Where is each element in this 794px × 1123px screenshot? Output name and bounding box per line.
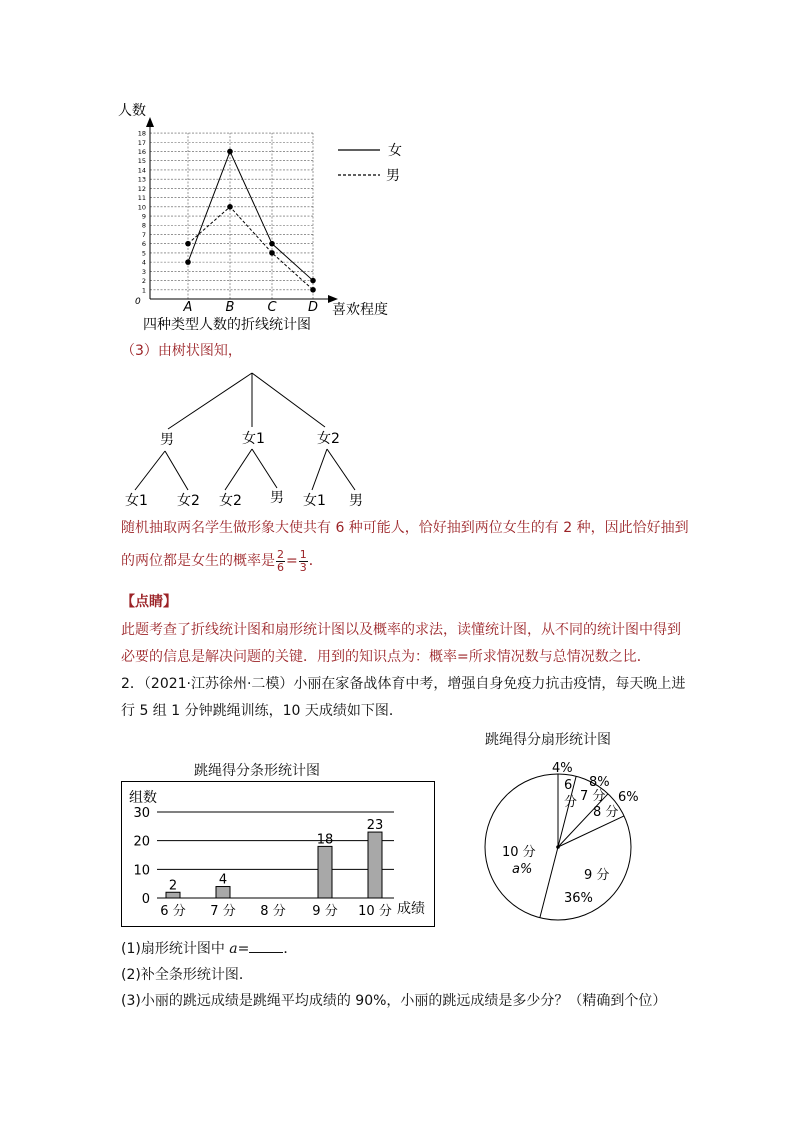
y-tick-label: 15 <box>137 157 146 166</box>
fraction-1-3 <box>299 549 308 574</box>
y-tick-label: 12 <box>137 184 146 193</box>
tree-leaf: 男 <box>349 493 363 509</box>
pie-chart-title: 跳绳得分扇形统计图 <box>485 732 611 748</box>
pie-chart <box>480 755 640 925</box>
tree-node-male: 男 <box>160 432 174 448</box>
slice-label: 6 <box>564 778 573 793</box>
q1-text: (1)扇形统计图中 <box>121 941 225 957</box>
sub-question-1 <box>121 940 297 958</box>
slice-label: 分 <box>564 795 578 810</box>
dianjing-heading: 【点睛】 <box>121 594 177 610</box>
y-tick-label: 2 <box>141 277 146 286</box>
slice-label: 10 分 <box>502 845 536 860</box>
x-tick-label: 10 分 <box>358 904 392 919</box>
y-tick-label: 30 <box>133 806 150 821</box>
equals-sign: = <box>286 553 298 569</box>
question2-line1: 2．（2021·江苏徐州·二模）小丽在家备战体育中考，增强自身免疫力抗击疫情，每天晚上进 <box>121 676 686 692</box>
conclusion-line2 <box>121 548 323 578</box>
section3-heading: （3）由树状图知， <box>121 343 242 359</box>
y-tick-label: 5 <box>141 249 146 258</box>
bar-y-label: 组数 <box>129 790 157 806</box>
x-tick-label: 9 分 <box>312 904 338 919</box>
slice-value-label: 8% <box>589 775 610 790</box>
slice-boundary <box>540 847 558 918</box>
tree-node-female1: 女1 <box>242 431 265 447</box>
bar-value-label: 2 <box>168 878 178 894</box>
x-tick-label: C <box>267 300 277 315</box>
x-tick-label: D <box>307 300 319 315</box>
bar-chart <box>121 781 435 927</box>
question2-line2: 行 5 组 1 分钟跳绳训练，10 天成绩如下图． <box>121 703 403 719</box>
y-tick-label: 16 <box>137 147 146 156</box>
sub-question-2: (2)补全条形统计图． <box>121 967 253 983</box>
data-point <box>269 250 275 256</box>
bar <box>318 846 332 898</box>
x-tick-label: 8 分 <box>260 904 286 919</box>
data-point <box>227 204 233 210</box>
y-tick-label: 10 <box>133 863 150 879</box>
line-chart <box>110 95 430 340</box>
y-tick-label: 1 <box>141 286 146 295</box>
fraction-numerator: 2 <box>277 547 284 561</box>
x-tick-label: B <box>225 300 235 315</box>
q1-equals: = <box>237 941 250 957</box>
y-tick-label: 9 <box>141 212 146 221</box>
bar-value-label: 23 <box>366 818 384 834</box>
y-tick-label: 6 <box>141 240 146 249</box>
bar-value-label: 18 <box>316 832 334 848</box>
origin-label: 0 <box>135 297 141 307</box>
slice-label: 9 分 <box>584 868 610 883</box>
data-point <box>310 278 316 284</box>
y-tick-label: 18 <box>137 129 146 138</box>
slice-value-label: 4% <box>552 761 573 776</box>
y-axis-label: 人数 <box>118 103 146 119</box>
y-tick-label: 14 <box>137 166 146 175</box>
x-tick-label: 7 分 <box>210 904 236 919</box>
y-tick-label: 11 <box>137 194 146 203</box>
slice-label: 7 分 <box>580 789 606 804</box>
bar-chart-title: 跳绳得分条形统计图 <box>194 763 320 779</box>
legend-male: 男 <box>386 168 400 184</box>
slice-label: 8 分 <box>593 805 619 820</box>
data-point <box>185 241 191 247</box>
pie-center <box>556 845 560 849</box>
y-tick-label: 4 <box>141 258 146 267</box>
x-axis-label: 喜欢程度 <box>332 302 388 318</box>
bar-x-label: 成绩 <box>397 901 425 917</box>
fraction-denominator: 3 <box>299 560 307 574</box>
conclusion-line2-text: 的两位都是女生的概率是 <box>121 553 275 569</box>
q1-variable: a <box>229 941 238 957</box>
bar <box>216 887 230 898</box>
fraction-2-6 <box>276 549 285 574</box>
dianjing-line2: 必要的信息是解决问题的关键．用到的知识点为：概率=所求情况数与总情况数之比． <box>121 649 651 665</box>
y-tick-label: 13 <box>137 175 146 184</box>
y-tick-label: 7 <box>141 230 146 239</box>
data-point <box>269 241 275 247</box>
slice-value-label: 6% <box>618 790 639 805</box>
x-tick-label: A <box>183 300 193 315</box>
slice-boundary <box>558 816 624 847</box>
conclusion-line1: 随机抽取两名学生做形象大使共有 6 种可能人，恰好抽到两位女生的有 2 种，因此恰好抽到 <box>121 520 689 536</box>
legend-female: 女 <box>388 143 402 159</box>
data-point <box>310 287 316 293</box>
bar-value-label: 4 <box>218 872 228 888</box>
tree-leaf: 女1 <box>125 493 148 509</box>
q1-period: ． <box>283 941 298 957</box>
tree-leaf: 男 <box>270 490 284 506</box>
tree-leaf: 女2 <box>177 493 200 509</box>
bar <box>368 832 382 898</box>
fraction-denominator: 6 <box>277 560 284 574</box>
y-tick-label: 8 <box>141 221 146 230</box>
chart-caption: 四种类型人数的折线统计图 <box>143 317 311 333</box>
y-tick-label: 20 <box>133 834 150 850</box>
y-tick-label: 17 <box>137 138 146 147</box>
tree-leaf: 女2 <box>219 493 242 509</box>
y-tick-label: 3 <box>141 267 146 276</box>
series-line-male <box>188 207 313 290</box>
period: ． <box>308 553 323 569</box>
data-point <box>185 259 191 265</box>
tree-diagram <box>115 365 375 513</box>
tree-node-female2: 女2 <box>317 431 340 447</box>
tree-leaf: 女1 <box>303 493 326 509</box>
x-tick-label: 6 分 <box>160 904 186 919</box>
slice-value-label: 36% <box>564 891 593 906</box>
sub-question-3: (3)小丽的跳远成绩是跳绳平均成绩的 90%，小丽的跳远成绩是多少分？（精确到个位） <box>121 993 667 1009</box>
data-point <box>227 149 233 155</box>
slice-value-label: a% <box>512 862 533 877</box>
fraction-numerator: 1 <box>299 547 307 561</box>
y-tick-label: 10 <box>137 203 146 212</box>
dianjing-line1: 此题考查了折线统计图和扇形统计图以及概率的求法，读懂统计图，从不同的统计图中得到 <box>121 622 681 638</box>
y-tick-label: 0 <box>141 892 150 907</box>
answer-blank[interactable] <box>249 940 283 953</box>
